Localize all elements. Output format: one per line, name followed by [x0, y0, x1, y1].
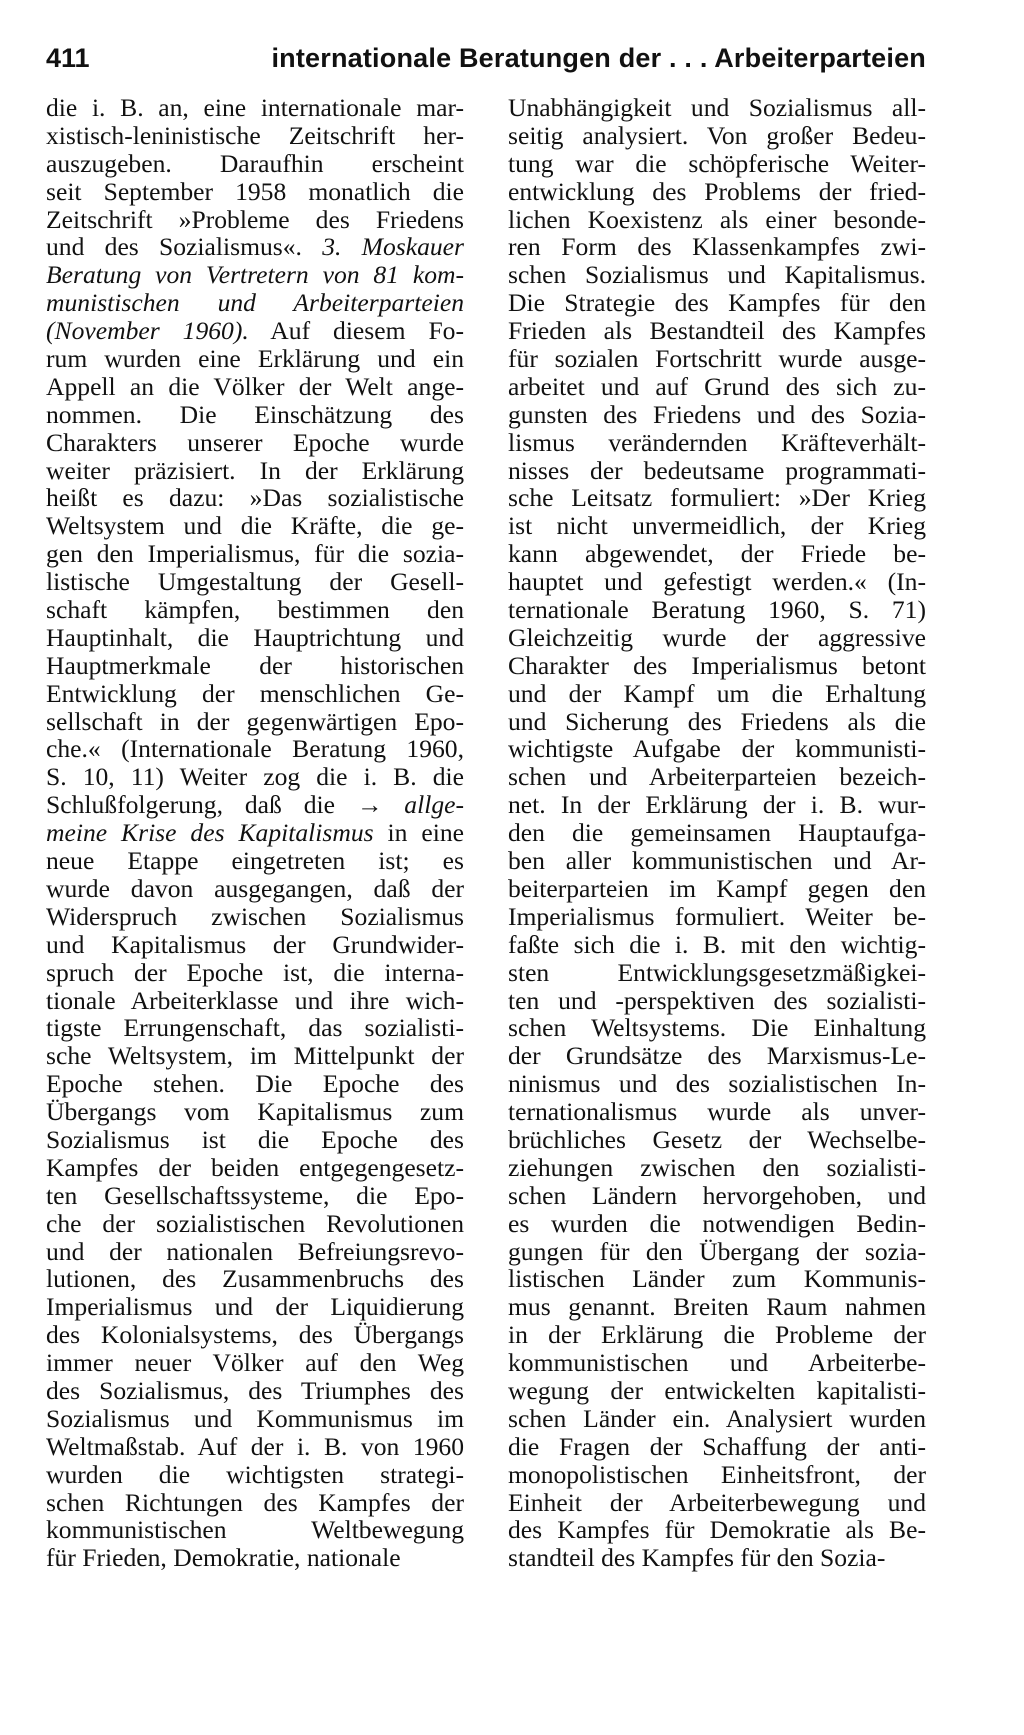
text-segment: schen Ländern hervorgehoben, und	[508, 1180, 926, 1210]
text-segment: Unabhängigkeit und Sozialismus all-	[508, 93, 926, 122]
text-line	[508, 373, 926, 401]
text-line	[46, 1154, 464, 1182]
page-number: 411	[46, 43, 90, 73]
text-line	[46, 1014, 464, 1042]
text-line	[46, 1293, 464, 1321]
text-segment: arbeitet und auf Grund des sich zu-	[508, 371, 926, 401]
text-segment: sten Entwicklungsgesetzmäßigkei-	[508, 957, 926, 987]
text-line	[46, 931, 464, 959]
text-line	[508, 345, 926, 373]
text-segment: schen Sozialismus und Kapitalismus.	[508, 260, 926, 290]
text-line	[508, 931, 926, 959]
text-segment: Gleichzeitig wurde der aggressive	[508, 622, 926, 652]
text-line	[46, 875, 464, 903]
text-segment: Schlußfolgerung, daß die →	[46, 790, 405, 820]
running-head: internationale Beratungen der . . . Arbeiterparteien	[271, 43, 926, 73]
text-line	[46, 763, 464, 791]
text-segment: Frieden als Bestandteil des Kampfes	[508, 316, 926, 346]
text-line	[46, 1461, 464, 1489]
text-line	[46, 429, 464, 457]
text-segment: ziehungen zwischen den sozialisti-	[508, 1152, 926, 1182]
text-line	[46, 206, 464, 234]
text-line	[508, 680, 926, 708]
text-segment: che.« (Internationale Beratung 1960,	[46, 734, 464, 764]
text-segment: sche Weltsystem, im Mittelpunkt der	[46, 1041, 464, 1071]
right-text-column	[508, 94, 926, 1572]
text-segment: schen Weltsystems. Die Einhaltung	[508, 1013, 926, 1043]
text-segment: Imperialismus und der Liquidierung	[46, 1292, 464, 1322]
text-line	[46, 178, 464, 206]
text-segment: immer neuer Völker auf den Weg	[46, 1348, 464, 1378]
text-segment: gen den Imperialismus, für die sozia-	[46, 539, 464, 569]
text-line	[46, 122, 464, 150]
text-line	[46, 1516, 464, 1544]
text-segment: standteil des Kampfes für den Sozia-	[508, 1543, 886, 1573]
text-line	[508, 1377, 926, 1405]
text-line	[508, 708, 926, 736]
text-segment: Imperialismus formuliert. Weiter be-	[508, 901, 926, 931]
text-line	[508, 568, 926, 596]
text-segment: brüchliches Gesetz der Wechselbe-	[508, 1124, 926, 1154]
text-segment: in der Erklärung die Probleme der	[508, 1320, 926, 1350]
text-line	[508, 429, 926, 457]
text-line	[46, 847, 464, 875]
text-line	[46, 1321, 464, 1349]
text-line	[46, 680, 464, 708]
text-segment: Sozialismus ist die Epoche des	[46, 1124, 464, 1154]
text-segment: kommunistischen Weltbewegung	[46, 1515, 464, 1545]
text-segment: kann abgewendet, der Friede be-	[508, 539, 926, 569]
page-header	[46, 38, 926, 78]
text-line	[508, 1405, 926, 1433]
italic-text: allge-	[404, 790, 464, 820]
text-line	[46, 596, 464, 624]
text-segment: Zeitschrift »Probleme des Friedens	[46, 204, 464, 234]
text-line	[508, 1210, 926, 1238]
text-line	[508, 1349, 926, 1377]
text-line	[508, 401, 926, 429]
text-segment: ist nicht unvermeidlich, der Krieg	[508, 511, 926, 541]
text-segment: neue Etappe eingetreten ist; es	[46, 846, 464, 876]
text-segment: tigste Errungenschaft, das sozialisti-	[46, 1013, 464, 1043]
text-segment: Einheit der Arbeiterbewegung und	[508, 1487, 926, 1517]
text-segment: des Kampfes für Demokratie als Be-	[508, 1515, 926, 1545]
text-line	[508, 1154, 926, 1182]
text-line	[508, 875, 926, 903]
text-line	[46, 1098, 464, 1126]
text-segment: mus genannt. Breiten Raum nahmen	[508, 1292, 926, 1322]
text-segment: und Kapitalismus der Grundwider-	[46, 929, 464, 959]
text-line	[508, 1489, 926, 1517]
text-segment: Die Strategie des Kampfes für den	[508, 288, 926, 318]
text-line	[46, 94, 464, 122]
text-segment: des Kolonialsystems, des Übergangs	[46, 1320, 464, 1350]
text-line	[46, 540, 464, 568]
text-line	[46, 624, 464, 652]
text-segment: Übergangs vom Kapitalismus zum	[46, 1097, 464, 1127]
text-line	[508, 1516, 926, 1544]
text-segment: lichen Koexistenz als einer besonde-	[508, 204, 926, 234]
text-segment: schen Länder ein. Analysiert wurden	[508, 1403, 926, 1433]
text-segment: den die gemeinsamen Hauptaufga-	[508, 818, 926, 848]
text-segment: listische Umgestaltung der Gesell-	[46, 567, 464, 597]
text-line	[46, 1238, 464, 1266]
text-line	[508, 1461, 926, 1489]
text-segment: Charakters unserer Epoche wurde	[46, 427, 464, 457]
text-segment: Kampfes der beiden entgegengesetz-	[46, 1152, 464, 1182]
text-segment: Hauptinhalt, die Hauptrichtung und	[46, 622, 464, 652]
text-line	[46, 289, 464, 317]
text-segment: spruch der Epoche ist, die interna-	[46, 957, 464, 987]
text-line	[508, 903, 926, 931]
text-line	[508, 987, 926, 1015]
text-segment: wegung der entwickelten kapitalisti-	[508, 1375, 926, 1405]
text-line	[46, 568, 464, 596]
text-line	[508, 1014, 926, 1042]
text-line	[46, 401, 464, 429]
text-segment: der Grundsätze des Marxismus-Le-	[508, 1041, 926, 1071]
text-line	[508, 1182, 926, 1210]
text-segment: ninismus und des sozialistischen In-	[508, 1069, 926, 1099]
text-segment: ternationalismus wurde als unver-	[508, 1097, 926, 1127]
text-segment: wurden die wichtigsten strategi-	[46, 1459, 464, 1489]
text-segment: ternationale Beratung 1960, S. 71)	[508, 595, 926, 625]
text-segment: schen Richtungen des Kampfes der	[46, 1487, 464, 1517]
text-segment: Weltsystem und die Kräfte, die ge-	[46, 511, 464, 541]
text-line	[508, 94, 926, 122]
text-line	[508, 847, 926, 875]
text-segment: weiter präzisiert. In der Erklärung	[46, 455, 464, 485]
text-line	[508, 484, 926, 512]
text-segment: Charakter des Imperialismus betont	[508, 650, 926, 680]
text-segment: ren Form des Klassenkampfes zwi-	[508, 232, 926, 262]
text-segment: Sozialismus und Kommunismus im	[46, 1403, 464, 1433]
text-line	[508, 206, 926, 234]
text-line	[46, 1210, 464, 1238]
text-line	[46, 373, 464, 401]
text-line	[46, 735, 464, 763]
text-segment: entwicklung des Problems der fried-	[508, 176, 926, 206]
text-segment: Appell an die Völker der Welt ange-	[46, 371, 464, 401]
text-line	[46, 345, 464, 373]
text-line	[508, 512, 926, 540]
text-segment: gungen für den Übergang der sozia-	[508, 1236, 926, 1266]
text-segment: für sozialen Fortschritt wurde ausge-	[508, 344, 926, 374]
italic-text: (November 1960).	[46, 316, 249, 346]
text-line	[46, 987, 464, 1015]
text-line	[508, 652, 926, 680]
text-line	[46, 959, 464, 987]
text-segment: kommunistischen und Arbeiterbe-	[508, 1348, 926, 1378]
text-line	[46, 1042, 464, 1070]
text-line	[46, 1489, 464, 1517]
text-line	[508, 178, 926, 206]
text-line	[46, 1182, 464, 1210]
italic-text: meine Krise des Kapitalismus	[46, 818, 374, 848]
text-line	[508, 763, 926, 791]
text-segment: sellschaft in der gegenwärtigen Epo-	[46, 706, 464, 736]
text-line	[508, 1321, 926, 1349]
text-segment: schaft kämpfen, bestimmen den	[46, 595, 464, 625]
text-segment: die i. B. an, eine internationale mar-	[46, 93, 464, 122]
text-line	[508, 457, 926, 485]
text-line	[46, 1544, 464, 1572]
text-line	[508, 317, 926, 345]
text-segment: es wurden die notwendigen Bedin-	[508, 1208, 926, 1238]
text-line	[508, 1265, 926, 1293]
text-line	[46, 791, 464, 819]
text-line	[46, 261, 464, 289]
text-line	[508, 233, 926, 261]
text-line	[508, 1126, 926, 1154]
text-line	[46, 1349, 464, 1377]
text-segment: und der Kampf um die Erhaltung	[508, 678, 926, 708]
text-segment: seitig analysiert. Von großer Bedeu-	[508, 120, 926, 150]
italic-text: Beratung von Vertretern von 81 kom-	[46, 260, 464, 290]
italic-text: 3. Moskauer	[322, 232, 464, 262]
text-segment: nisses der bedeutsame programmati-	[508, 455, 926, 485]
text-line	[508, 1238, 926, 1266]
text-line	[508, 1433, 926, 1461]
text-line	[46, 1377, 464, 1405]
text-line	[508, 959, 926, 987]
text-segment: sche Leitsatz formuliert: »Der Krieg	[508, 483, 926, 513]
text-line	[508, 1042, 926, 1070]
text-line	[508, 596, 926, 624]
text-segment: wichtigste Aufgabe der kommunisti-	[508, 734, 926, 764]
text-segment: schen und Arbeiterparteien bezeich-	[508, 762, 926, 792]
text-line	[508, 1293, 926, 1321]
text-line	[508, 540, 926, 568]
text-line	[508, 624, 926, 652]
left-text-column	[46, 94, 464, 1572]
text-segment: auszugeben. Daraufhin erscheint	[46, 148, 464, 178]
text-segment: Epoche stehen. Die Epoche des	[46, 1069, 464, 1099]
text-line	[46, 903, 464, 931]
text-segment: lismus verändernden Kräfteverhält-	[508, 427, 926, 457]
text-line	[508, 1098, 926, 1126]
text-segment: faßte sich die i. B. mit den wichtig-	[508, 929, 926, 959]
text-line	[46, 233, 464, 261]
text-segment: heißt es dazu: »Das sozialistische	[46, 483, 464, 513]
italic-text: munistischen und Arbeiterparteien	[46, 288, 464, 318]
text-line	[508, 791, 926, 819]
text-line	[508, 150, 926, 178]
text-line	[46, 1265, 464, 1293]
text-segment: und des Sozialismus«.	[46, 232, 323, 262]
text-segment: des Sozialismus, des Triumphes des	[46, 1375, 464, 1405]
text-line	[46, 484, 464, 512]
text-segment: gunsten des Friedens und des Sozia-	[508, 399, 926, 429]
text-line	[508, 122, 926, 150]
text-segment: S. 10, 11) Weiter zog die i. B. die	[46, 762, 464, 792]
text-line	[46, 652, 464, 680]
text-segment: nommen. Die Einschätzung des	[46, 399, 464, 429]
text-segment: beiterparteien im Kampf gegen den	[508, 873, 926, 903]
text-line	[508, 1070, 926, 1098]
text-line	[46, 819, 464, 847]
text-segment: seit September 1958 monatlich die	[46, 176, 464, 206]
text-line	[46, 1433, 464, 1461]
text-line	[508, 819, 926, 847]
text-line	[508, 289, 926, 317]
text-line	[508, 735, 926, 763]
text-segment: tung war die schöpferische Weiter-	[508, 148, 926, 178]
text-line	[46, 457, 464, 485]
text-segment: und der nationalen Befreiungsrevo-	[46, 1236, 464, 1266]
text-line	[508, 261, 926, 289]
text-line	[46, 150, 464, 178]
text-segment: che der sozialistischen Revolutionen	[46, 1208, 464, 1238]
text-segment: xistisch-leninistische Zeitschrift her-	[46, 120, 464, 150]
text-line	[46, 1126, 464, 1154]
text-segment: monopolistischen Einheitsfront, der	[508, 1459, 926, 1489]
text-segment: listischen Länder zum Kommunis-	[508, 1264, 926, 1294]
text-segment: ten Gesellschaftssysteme, die Epo-	[46, 1180, 464, 1210]
text-line	[46, 1070, 464, 1098]
text-segment: Entwicklung der menschlichen Ge-	[46, 678, 464, 708]
text-segment: Hauptmerkmale der historischen	[46, 650, 464, 680]
text-segment: lutionen, des Zusammenbruchs des	[46, 1264, 464, 1294]
text-line	[46, 708, 464, 736]
text-segment: ben aller kommunistischen und Ar-	[508, 846, 926, 876]
text-segment: die Fragen der Schaffung der anti-	[508, 1431, 926, 1461]
text-segment: net. In der Erklärung der i. B. wur-	[508, 790, 926, 820]
text-segment: rum wurden eine Erklärung und ein	[46, 344, 464, 374]
text-segment: Weltmaßstab. Auf der i. B. von 1960	[46, 1431, 464, 1461]
text-segment: für Frieden, Demokratie, nationale	[46, 1543, 401, 1573]
text-line	[46, 1405, 464, 1433]
text-segment: Widerspruch zwischen Sozialismus	[46, 901, 464, 931]
text-line	[46, 317, 464, 345]
text-segment: Auf diesem Fo-	[248, 316, 465, 346]
text-segment: tionale Arbeiterklasse und ihre wich-	[46, 985, 464, 1015]
text-line	[508, 1544, 926, 1572]
text-segment: ten und -perspektiven des sozialisti-	[508, 985, 926, 1015]
text-segment: wurde davon ausgegangen, daß der	[46, 873, 464, 903]
text-line	[46, 512, 464, 540]
text-segment: hauptet und gefestigt werden.« (In-	[508, 567, 926, 597]
text-segment: in eine	[373, 818, 464, 848]
text-segment: und Sicherung des Friedens als die	[508, 706, 926, 736]
